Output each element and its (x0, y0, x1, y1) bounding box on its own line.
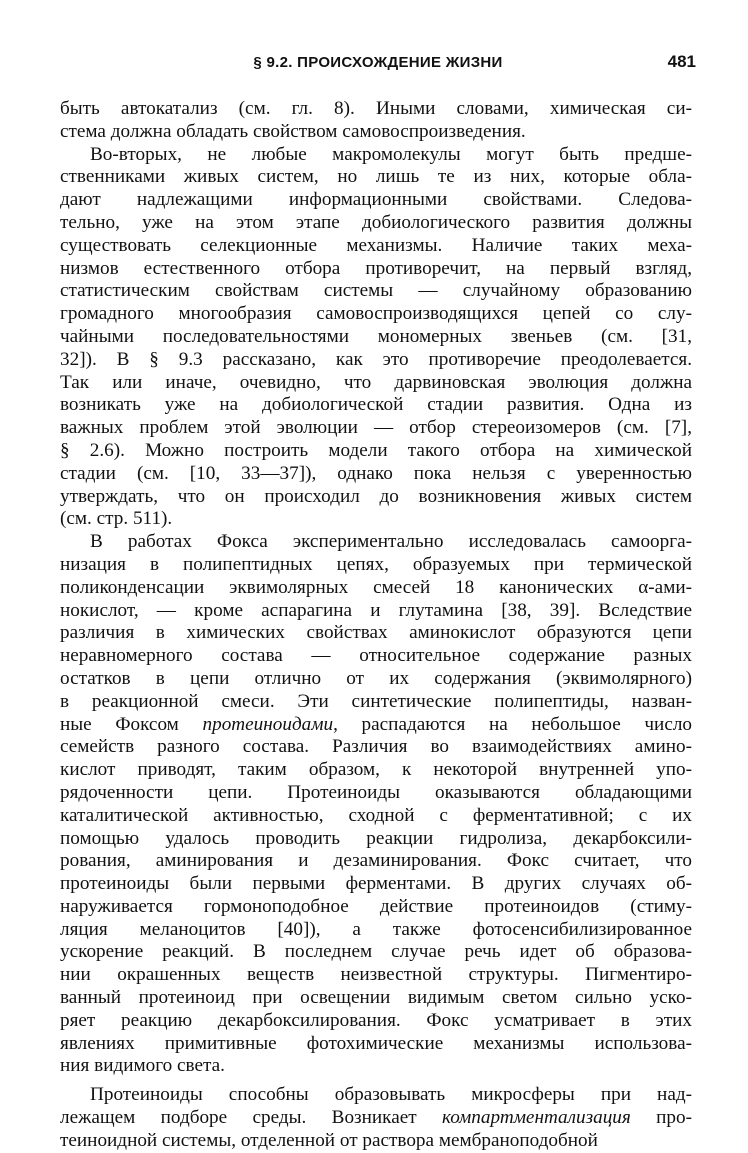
text-line: быть автокатализ (см. гл. 8). Иными словами, химическая си- (60, 98, 692, 119)
text-line: теиноидной системы, отделенной от раствора мембраноподобной (60, 1129, 598, 1151)
text-line: наруживается гормоноподобное действие протеиноидов (стиму- (60, 895, 692, 917)
text-fragment: ные Фоксом (60, 713, 203, 735)
text-line: дают надлежащими информационными свойствами. Следова- (60, 189, 692, 211)
text-line: ускорение реакций. В последнем случае речь идет об образова- (60, 941, 692, 963)
text-fragment: про- (630, 1107, 692, 1129)
text-line: каталитической активностью, сходной с ферментативной; с их (60, 804, 692, 826)
text-line: § 2.6). Можно построить модели такого отбора на химической (60, 439, 692, 461)
text-line: существовать селекционные механизмы. Наличие таких меха- (60, 234, 692, 256)
text-line: ряет реакцию декарбоксилирования. Фокс усматривает в этих (60, 1009, 692, 1031)
page-number: 481 (667, 52, 696, 71)
text-line: нокислот, — кроме аспарагина и глутамина [38, 39]. Вследствие (60, 599, 692, 621)
text-line: В работах Фокса экспериментально исследовалась самоорга- (90, 531, 692, 553)
text-line: статистическим свойствам системы — случайному образованию (60, 280, 692, 302)
italic-term: компартментализация (441, 1107, 631, 1129)
text-line: различия в химических свойствах аминокислот образуются цепи (60, 622, 692, 644)
text-line: тельно, уже на этом этапе добиологического развития должны (60, 211, 692, 233)
text-line: явлениях примитивные фотохимические механизмы использова- (60, 1032, 692, 1054)
text-line: рования, аминирования и дезаминирования. Фокс считает, что (60, 850, 692, 872)
text-line: ственниками живых систем, но лишь те из них, которые обла- (60, 166, 692, 188)
text-line: Во-вторых, не любые макромолекулы могут быть предше- (90, 143, 692, 165)
text-line (60, 1107, 692, 1130)
text-line: остатков в цепи отлично от их содержания (эквимолярного) (60, 667, 692, 689)
text-line: помощью удалось проводить реакции гидролиза, декарбоксили- (60, 827, 692, 849)
text-line: низмов естественного отбора противоречит, на первый взгляд, (60, 257, 692, 279)
text-line: стема должна обладать свойством самовоспроизведения. (60, 120, 526, 142)
text-line: утверждать, что он происходил до возникновения живых систем (60, 485, 692, 507)
text-line: ванный протеиноид при освещении видимым светом сильно уско- (60, 987, 692, 1009)
text-line (60, 714, 692, 737)
paragraph (60, 1084, 692, 1152)
text-line: рядоченности цепи. Протеиноиды оказываются обладающими (60, 781, 692, 803)
text-line: Протеиноиды способны образовывать микросферы при над- (90, 1084, 692, 1106)
paragraph (60, 144, 692, 532)
text-line: ляция меланоцитов [40]), а также фотосенсибилизированное (60, 918, 692, 940)
text-line: кислот приводят, таким образом, к некоторой внутренней упо- (60, 759, 692, 781)
body-text (60, 98, 692, 1153)
text-line: возникать уже на добиологической стадии развития. Одна из (60, 394, 692, 416)
italic-term: протеиноидами (202, 713, 334, 735)
text-line: стадии (см. [10, 33—37]), однако пока нельзя с уверенностью (60, 462, 692, 484)
text-fragment: , распадаются на небольшое число (333, 713, 692, 735)
text-fragment: лежащем подборе среды. Возникает (60, 1107, 442, 1129)
text-line: важных проблем этой эволюции — отбор стереоизомеров (см. [7], (60, 417, 692, 439)
text-line: семейств разного состава. Различия во взаимодействиях амино- (60, 736, 692, 758)
paragraph (60, 98, 692, 144)
section-title: § 9.2. ПРОИСХОЖДЕНИЕ ЖИЗНИ (253, 54, 503, 71)
text-line: поликонденсации эквимолярных смесей 18 канонических α-ами- (60, 576, 692, 598)
running-head (60, 52, 696, 76)
text-line: Так или иначе, очевидно, что дарвиновская эволюция должна (60, 371, 692, 393)
text-line: чайными последовательностями мономерных звеньев (см. [31, (60, 325, 692, 347)
text-line: протеиноиды были первыми ферментами. В других случаях об- (60, 873, 692, 895)
text-line: (см. стр. 511). (60, 508, 173, 530)
text-line: неравномерного состава — относительное содержание разных (60, 645, 692, 667)
text-line: ния видимого света. (60, 1055, 225, 1077)
paragraph (60, 531, 692, 1078)
text-line: 32]). В § 9.3 рассказано, как это противоречие преодолевается. (60, 348, 692, 370)
text-line: низация в полипептидных цепях, образуемых при термической (60, 553, 692, 575)
text-line: в реакционной смеси. Эти синтетические полипептиды, назван- (60, 690, 692, 712)
text-line: нии окрашенных веществ неизвестной структуры. Пигментиро- (60, 964, 692, 986)
text-line: громадного многообразия самовоспроизводящихся цепей со слу- (60, 303, 692, 325)
